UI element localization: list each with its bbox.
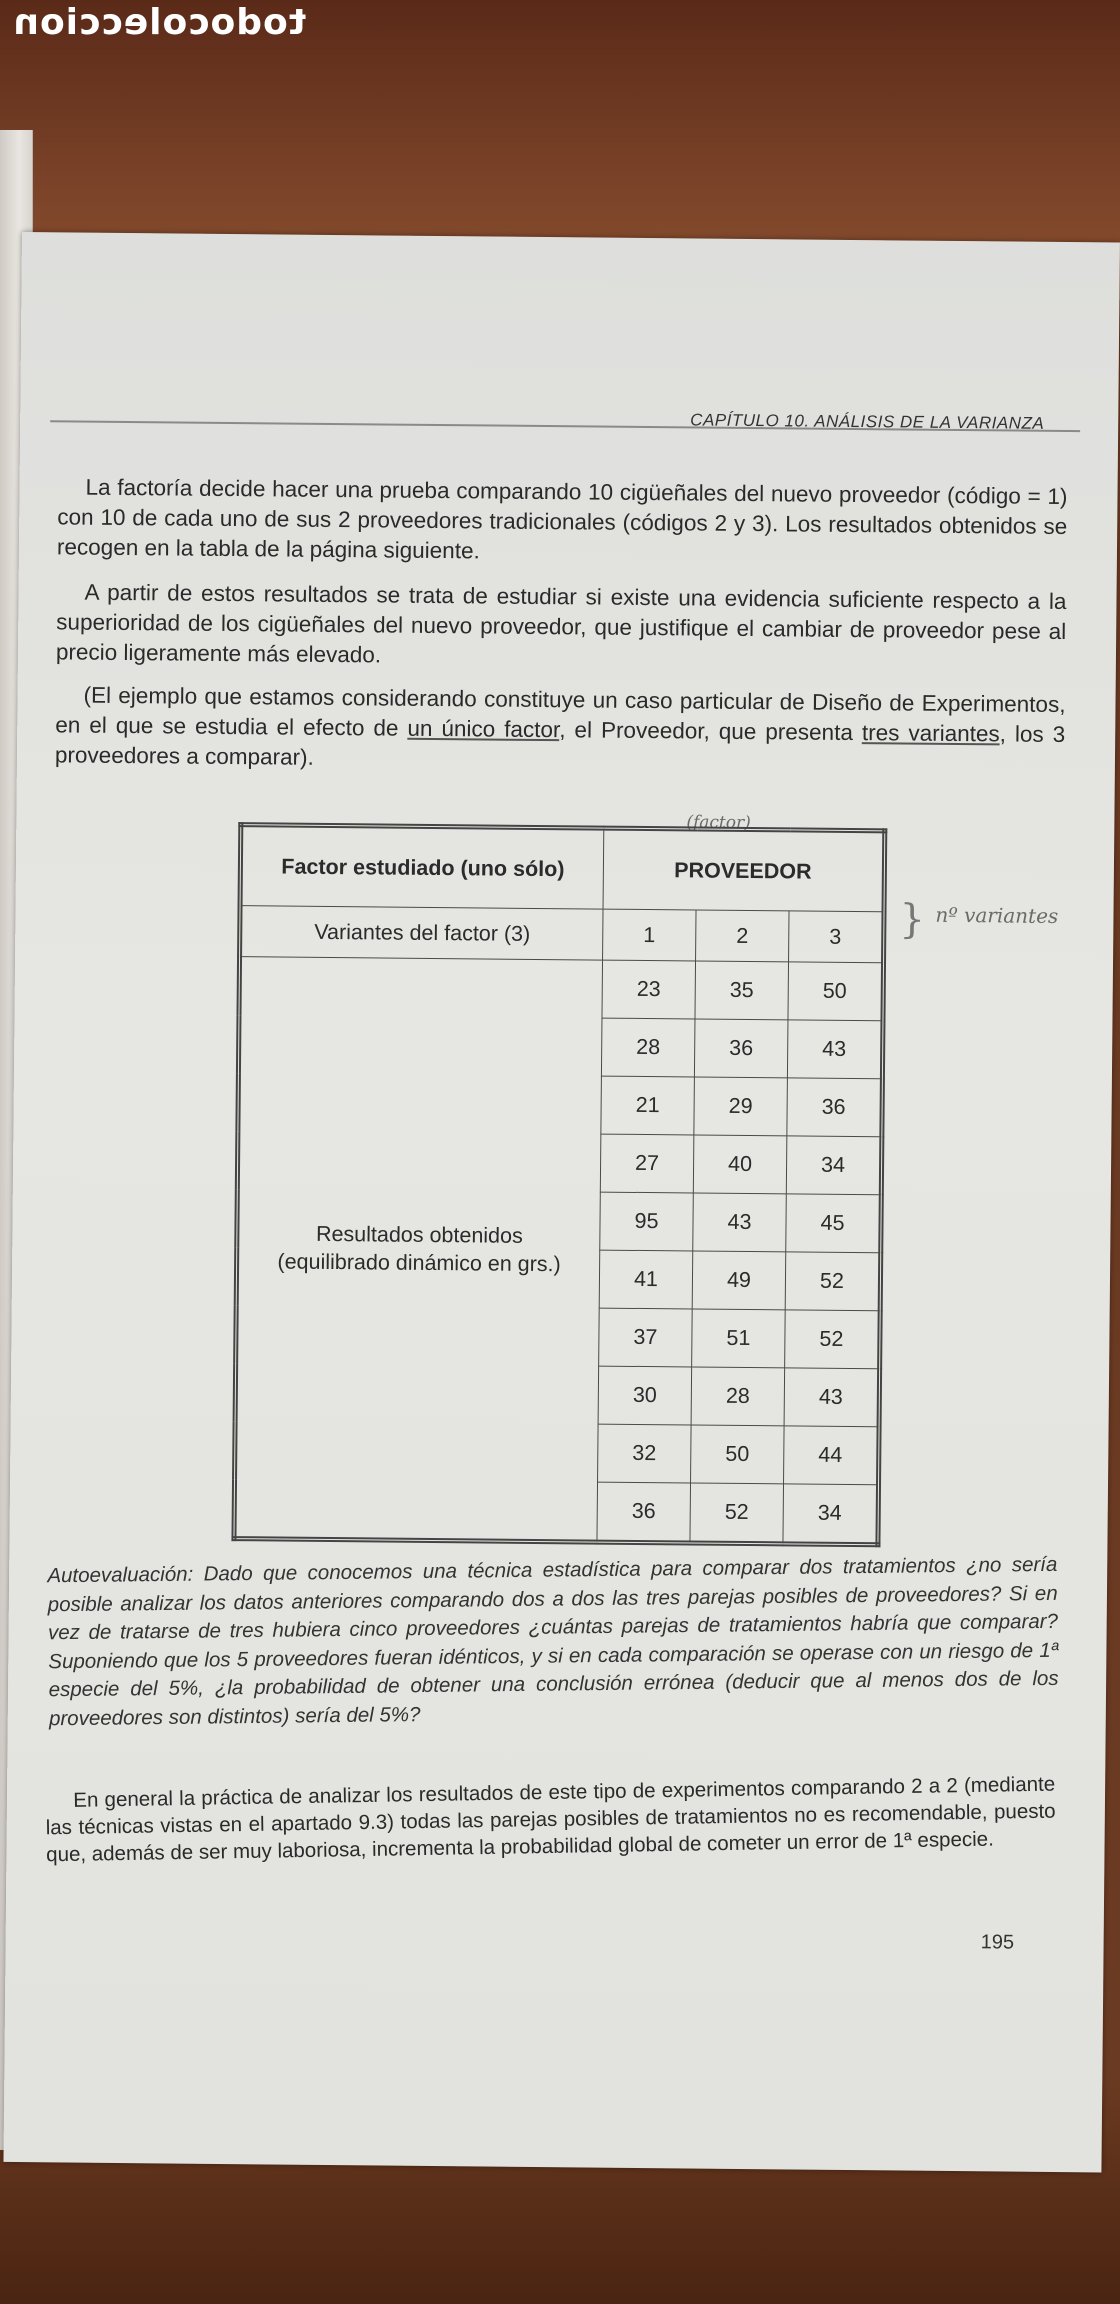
self-evaluation-paragraph: Autoevaluación: Dado que conocemos una técnica estadística para comparar dos tratamientos ¿no sería posible analizar los datos anteriores comparando dos a dos las tres parejas posibles de proveedores? Si en vez de tratarse de tres hubiera cinco proveedores ¿cuántas parejas de tratamientos habría que comparar? Suponiendo que los 5 proveedores fueran idénticos, y si en cada comparación se operase con un riesgo de 1ª especie del 5%, ¿la probabilidad de obtener una conclusión errónea (deducir que al menos dos de los proveedores son distintos) sería del 5%?	[47, 1552, 1059, 1730]
handwritten-brace: }	[899, 896, 926, 943]
paragraph-conclusion: En general la práctica de analizar los resultados de este tipo de experimentos comparando 2 a 2 (mediante las técnicas vistas en el apartado 9.3) todas las parejas posibles de tratamientos no es recomendable, puesto que, además de ser muy laboriosa, incrementa la probabilidad global de cometer un error de 1ª especie.	[45, 1772, 1056, 1867]
table-cell: 43	[787, 1020, 883, 1079]
table-cell: 50	[691, 1425, 785, 1484]
variant-2: 2	[696, 910, 789, 962]
table-cell: 34	[783, 1484, 879, 1545]
variant-3: 3	[789, 911, 884, 963]
handwritten-variants-note: nº variantes	[935, 902, 1059, 928]
variant-1: 1	[603, 909, 696, 961]
handwritten-factor-note: (factor)	[686, 812, 751, 834]
supplier-results-table	[231, 822, 887, 1547]
chapter-header: CAPÍTULO 10. ANÁLISIS DE LA VARIANZA	[690, 410, 1045, 433]
table-cell: 36	[787, 1078, 883, 1137]
table-cell: 95	[600, 1192, 694, 1251]
table-cell: 35	[695, 961, 789, 1020]
table-cell: 27	[600, 1134, 694, 1193]
table-cell: 45	[786, 1194, 882, 1253]
table-cell: 41	[599, 1250, 693, 1309]
underlined-single-factor: un único factor	[407, 715, 560, 743]
underlined-three-variants: tres variantes	[861, 720, 1000, 747]
table-cell: 36	[694, 1019, 788, 1078]
table-cell: 49	[692, 1251, 786, 1310]
paragraph-1: La factoría decide hacer una prueba comparando 10 cigüeñales del nuevo proveedor (código = 1) con 10 de cada uno de sus 2 proveedores tradicionales (códigos 2 y 3). Los resultados obtenidos se recogen en la tabla de la página siguiente.	[56, 474, 1068, 564]
table-cell: 23	[602, 960, 696, 1019]
table-cell: 34	[786, 1136, 882, 1195]
table-cell: 28	[601, 1018, 695, 1077]
variants-label: Variantes del factor (3)	[240, 906, 603, 960]
table-cell: 40	[693, 1135, 787, 1194]
table-cell: 28	[691, 1367, 785, 1426]
table-cell: 43	[784, 1368, 880, 1427]
table-cell: 52	[785, 1252, 881, 1311]
table-cell: 32	[598, 1424, 692, 1483]
table-row	[239, 957, 884, 1021]
book-page	[3, 232, 1119, 2172]
proveedor-header: PROVEEDOR	[603, 828, 885, 912]
table-cell: 30	[598, 1366, 692, 1425]
paragraph-3: (El ejemplo que estamos considerando constituye un caso particular de Diseño de Experimentos, en el que se estudia el efecto de un único factor, el Proveedor, que presenta tres variantes, los 3 proveedores a comparar).	[54, 682, 1066, 770]
table-cell: 50	[788, 962, 884, 1021]
table-cell: 52	[785, 1310, 881, 1369]
table-cell: 43	[693, 1193, 787, 1252]
table-header-row	[240, 825, 885, 912]
variants-row	[240, 906, 884, 963]
watermark: todocoleccion	[12, 2, 306, 43]
page-number: 195	[980, 1931, 1015, 1954]
table-cell: 21	[601, 1076, 695, 1135]
table-cell: 29	[694, 1077, 788, 1136]
table-cell: 44	[784, 1426, 880, 1485]
table-cell: 36	[597, 1482, 691, 1543]
table-cell: 51	[692, 1309, 786, 1368]
table-cell: 37	[599, 1308, 693, 1367]
results-label: Resultados obtenidos (equilibrado dinámico en grs.)	[234, 957, 603, 1542]
paragraph-2: A partir de estos resultados se trata de estudiar si existe una evidencia suficiente respecto a la superioridad de los cigüeñales del nuevo proveedor, que justifique el cambiar de proveedor pese al precio ligeramente más elevado.	[55, 579, 1067, 668]
table-cell: 52	[690, 1483, 784, 1544]
factor-studied-header: Factor estudiado (uno sólo)	[240, 825, 604, 909]
